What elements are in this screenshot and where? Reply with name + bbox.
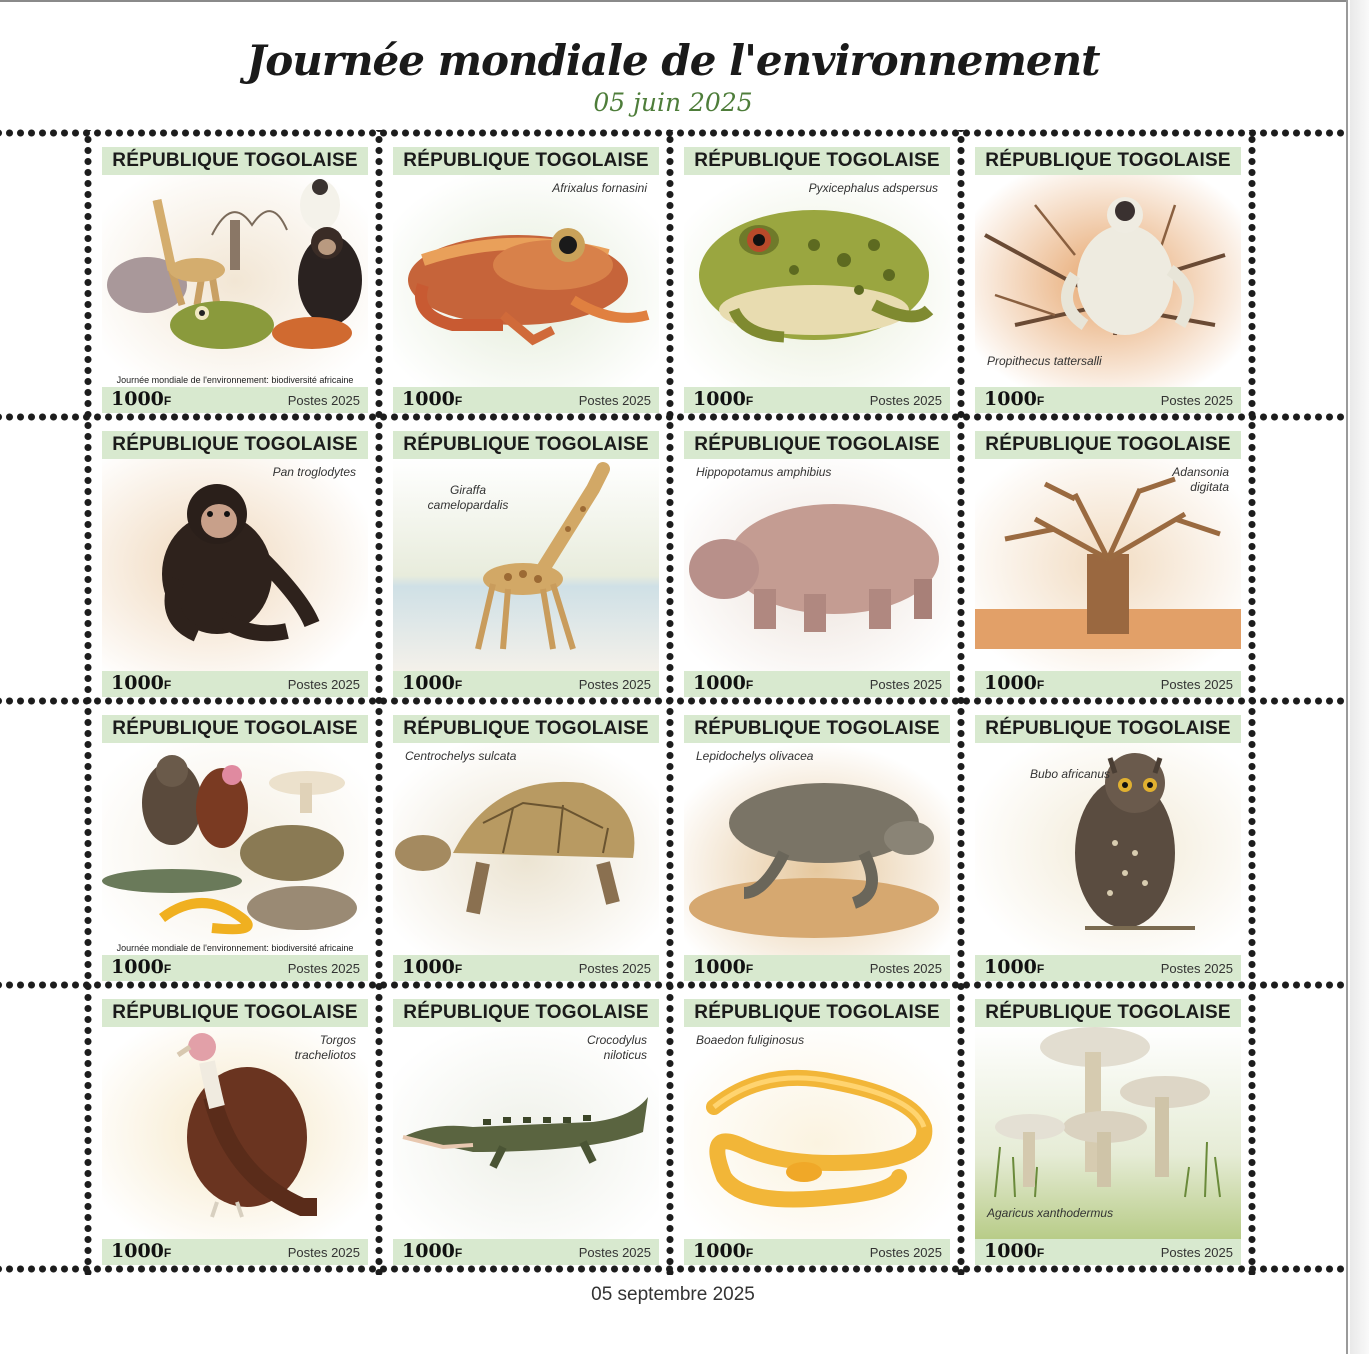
currency: F	[163, 962, 172, 976]
sheet-title: Journée mondiale de l'environnement	[246, 36, 1100, 85]
snake-illustration	[684, 1027, 950, 1239]
stamp-illustration	[684, 1027, 950, 1239]
value-band	[975, 955, 1241, 981]
currency: F	[745, 1246, 754, 1260]
currency: F	[1036, 962, 1045, 976]
stamp	[102, 999, 368, 1265]
stamp-illustration	[393, 175, 659, 387]
scientific-name: Boaedon fuliginosus	[696, 1033, 805, 1047]
sheet-top-edge	[0, 0, 1348, 2]
currency: F	[745, 678, 754, 692]
stamp-illustration	[102, 743, 368, 955]
face-value: 1000F	[402, 1240, 463, 1262]
scientific-name: Bubo africanus	[1029, 767, 1111, 781]
perforation-column	[374, 130, 384, 1275]
currency: F	[454, 678, 463, 692]
stamp	[102, 147, 368, 413]
scientific-name: Pan troglodytes	[272, 465, 356, 479]
scientific-name: Centrochelys sulcata	[405, 749, 517, 763]
postes-year: Postes 2025	[578, 677, 651, 692]
face-value: 1000F	[402, 956, 463, 978]
currency: F	[1036, 678, 1045, 692]
face-value: 1000F	[984, 956, 1045, 978]
country-name: RÉPUBLIQUE TOGOLAISE	[102, 715, 368, 743]
value-band	[102, 955, 368, 981]
perforation-column	[665, 130, 675, 1275]
stamp-caption: Journée mondiale de l'environnement: biodiversité africaine	[116, 943, 354, 953]
stamp-caption: Journée mondiale de l'environnement: biodiversité africaine	[116, 375, 354, 385]
currency: F	[454, 962, 463, 976]
country-name: RÉPUBLIQUE TOGOLAISE	[393, 999, 659, 1027]
value-band	[102, 387, 368, 413]
perforation-column	[956, 130, 966, 1275]
country-name: RÉPUBLIQUE TOGOLAISE	[684, 431, 950, 459]
value-band	[975, 387, 1241, 413]
stamp	[975, 715, 1241, 981]
postes-year: Postes 2025	[578, 961, 651, 976]
face-value: 1000F	[693, 1240, 754, 1262]
stamp	[684, 999, 950, 1265]
postes-year: Postes 2025	[578, 1245, 651, 1260]
face-value: 1000F	[402, 672, 463, 694]
face-value: 1000F	[984, 672, 1045, 694]
stamp	[102, 715, 368, 981]
stamp	[975, 431, 1241, 697]
value-band	[393, 671, 659, 697]
scientific-name: Torgos tracheliotos	[294, 1033, 356, 1062]
postes-year: Postes 2025	[869, 1245, 942, 1260]
stamp-illustration	[393, 743, 659, 955]
face-value: 1000F	[984, 388, 1045, 410]
postes-year: Postes 2025	[869, 677, 942, 692]
value-band	[684, 671, 950, 697]
postes-year: Postes 2025	[869, 393, 942, 408]
scientific-name: Adansonia digitata	[1172, 465, 1229, 494]
currency: F	[1036, 1246, 1045, 1260]
postes-year: Postes 2025	[287, 1245, 360, 1260]
postes-year: Postes 2025	[1160, 1245, 1233, 1260]
stamp	[975, 147, 1241, 413]
currency: F	[163, 1246, 172, 1260]
hippo-illustration	[684, 459, 950, 671]
value-band	[102, 1239, 368, 1265]
currency: F	[163, 394, 172, 408]
stamp-illustration	[684, 743, 950, 955]
stamp-illustration	[102, 175, 368, 387]
value-band	[975, 1239, 1241, 1265]
country-name: RÉPUBLIQUE TOGOLAISE	[684, 147, 950, 175]
country-name: RÉPUBLIQUE TOGOLAISE	[393, 715, 659, 743]
currency: F	[745, 394, 754, 408]
chimpanzee-illustration	[102, 459, 368, 671]
collage-birds-reptiles-illustration	[102, 743, 368, 955]
stamp	[684, 147, 950, 413]
value-band	[102, 671, 368, 697]
scientific-name: Pyxicephalus adspersus	[808, 181, 938, 195]
stamp	[975, 999, 1241, 1265]
postes-year: Postes 2025	[578, 393, 651, 408]
bullfrog-illustration	[684, 175, 950, 387]
face-value: 1000F	[111, 388, 172, 410]
value-band	[684, 387, 950, 413]
face-value: 1000F	[111, 672, 172, 694]
frog-orange-illustration	[393, 175, 659, 387]
currency: F	[1036, 394, 1045, 408]
stamp	[393, 715, 659, 981]
face-value: 1000F	[693, 388, 754, 410]
postes-year: Postes 2025	[287, 961, 360, 976]
country-name: RÉPUBLIQUE TOGOLAISE	[102, 431, 368, 459]
perforation-column	[83, 130, 93, 1275]
currency: F	[454, 1246, 463, 1260]
country-name: RÉPUBLIQUE TOGOLAISE	[393, 147, 659, 175]
postes-year: Postes 2025	[287, 393, 360, 408]
sheet-subtitle: 05 juin 2025	[593, 88, 753, 117]
country-name: RÉPUBLIQUE TOGOLAISE	[684, 715, 950, 743]
face-value: 1000F	[693, 672, 754, 694]
country-name: RÉPUBLIQUE TOGOLAISE	[102, 147, 368, 175]
postes-year: Postes 2025	[1160, 677, 1233, 692]
value-band	[684, 955, 950, 981]
stamp	[102, 431, 368, 697]
stamp	[393, 431, 659, 697]
value-band	[393, 387, 659, 413]
country-name: RÉPUBLIQUE TOGOLAISE	[102, 999, 368, 1027]
face-value: 1000F	[111, 956, 172, 978]
face-value: 1000F	[111, 1240, 172, 1262]
postes-year: Postes 2025	[1160, 961, 1233, 976]
sea-turtle-illustration	[684, 743, 950, 955]
postes-year: Postes 2025	[869, 961, 942, 976]
scientific-name: Agaricus xanthodermus	[987, 1206, 1114, 1220]
currency: F	[745, 962, 754, 976]
currency: F	[454, 394, 463, 408]
stamp-illustration	[684, 459, 950, 671]
country-name: RÉPUBLIQUE TOGOLAISE	[393, 431, 659, 459]
perforation-column	[1247, 130, 1257, 1275]
sheet-shadow	[1350, 0, 1369, 1354]
stamp	[393, 147, 659, 413]
face-value: 1000F	[402, 388, 463, 410]
face-value: 1000F	[693, 956, 754, 978]
tortoise-illustration	[393, 743, 659, 955]
currency: F	[163, 678, 172, 692]
stamp	[393, 999, 659, 1265]
scientific-name: Propithecus tattersalli	[987, 354, 1102, 368]
stamp	[684, 715, 950, 981]
value-band	[393, 955, 659, 981]
postes-year: Postes 2025	[1160, 393, 1233, 408]
stamp	[684, 431, 950, 697]
footer-date: 05 septembre 2025	[591, 1284, 755, 1305]
scientific-name: Lepidochelys olivacea	[696, 749, 814, 763]
postes-year: Postes 2025	[287, 677, 360, 692]
country-name: RÉPUBLIQUE TOGOLAISE	[975, 431, 1241, 459]
country-name: RÉPUBLIQUE TOGOLAISE	[975, 147, 1241, 175]
scientific-name: Crocodylus niloticus	[586, 1033, 647, 1062]
scientific-name: Giraffa camelopardalis	[427, 483, 509, 512]
country-name: RÉPUBLIQUE TOGOLAISE	[975, 715, 1241, 743]
collage-mammals-illustration	[102, 175, 368, 387]
scientific-name: Afrixalus fornasini	[552, 181, 647, 195]
scientific-name: Hippopotamus amphibius	[696, 465, 832, 479]
face-value: 1000F	[984, 1240, 1045, 1262]
stamp-illustration	[102, 459, 368, 671]
stamp-illustration	[684, 175, 950, 387]
country-name: RÉPUBLIQUE TOGOLAISE	[975, 999, 1241, 1027]
value-band	[684, 1239, 950, 1265]
value-band	[975, 671, 1241, 697]
country-name: RÉPUBLIQUE TOGOLAISE	[684, 999, 950, 1027]
sheet-right-edge	[1346, 0, 1348, 1354]
value-band	[393, 1239, 659, 1265]
